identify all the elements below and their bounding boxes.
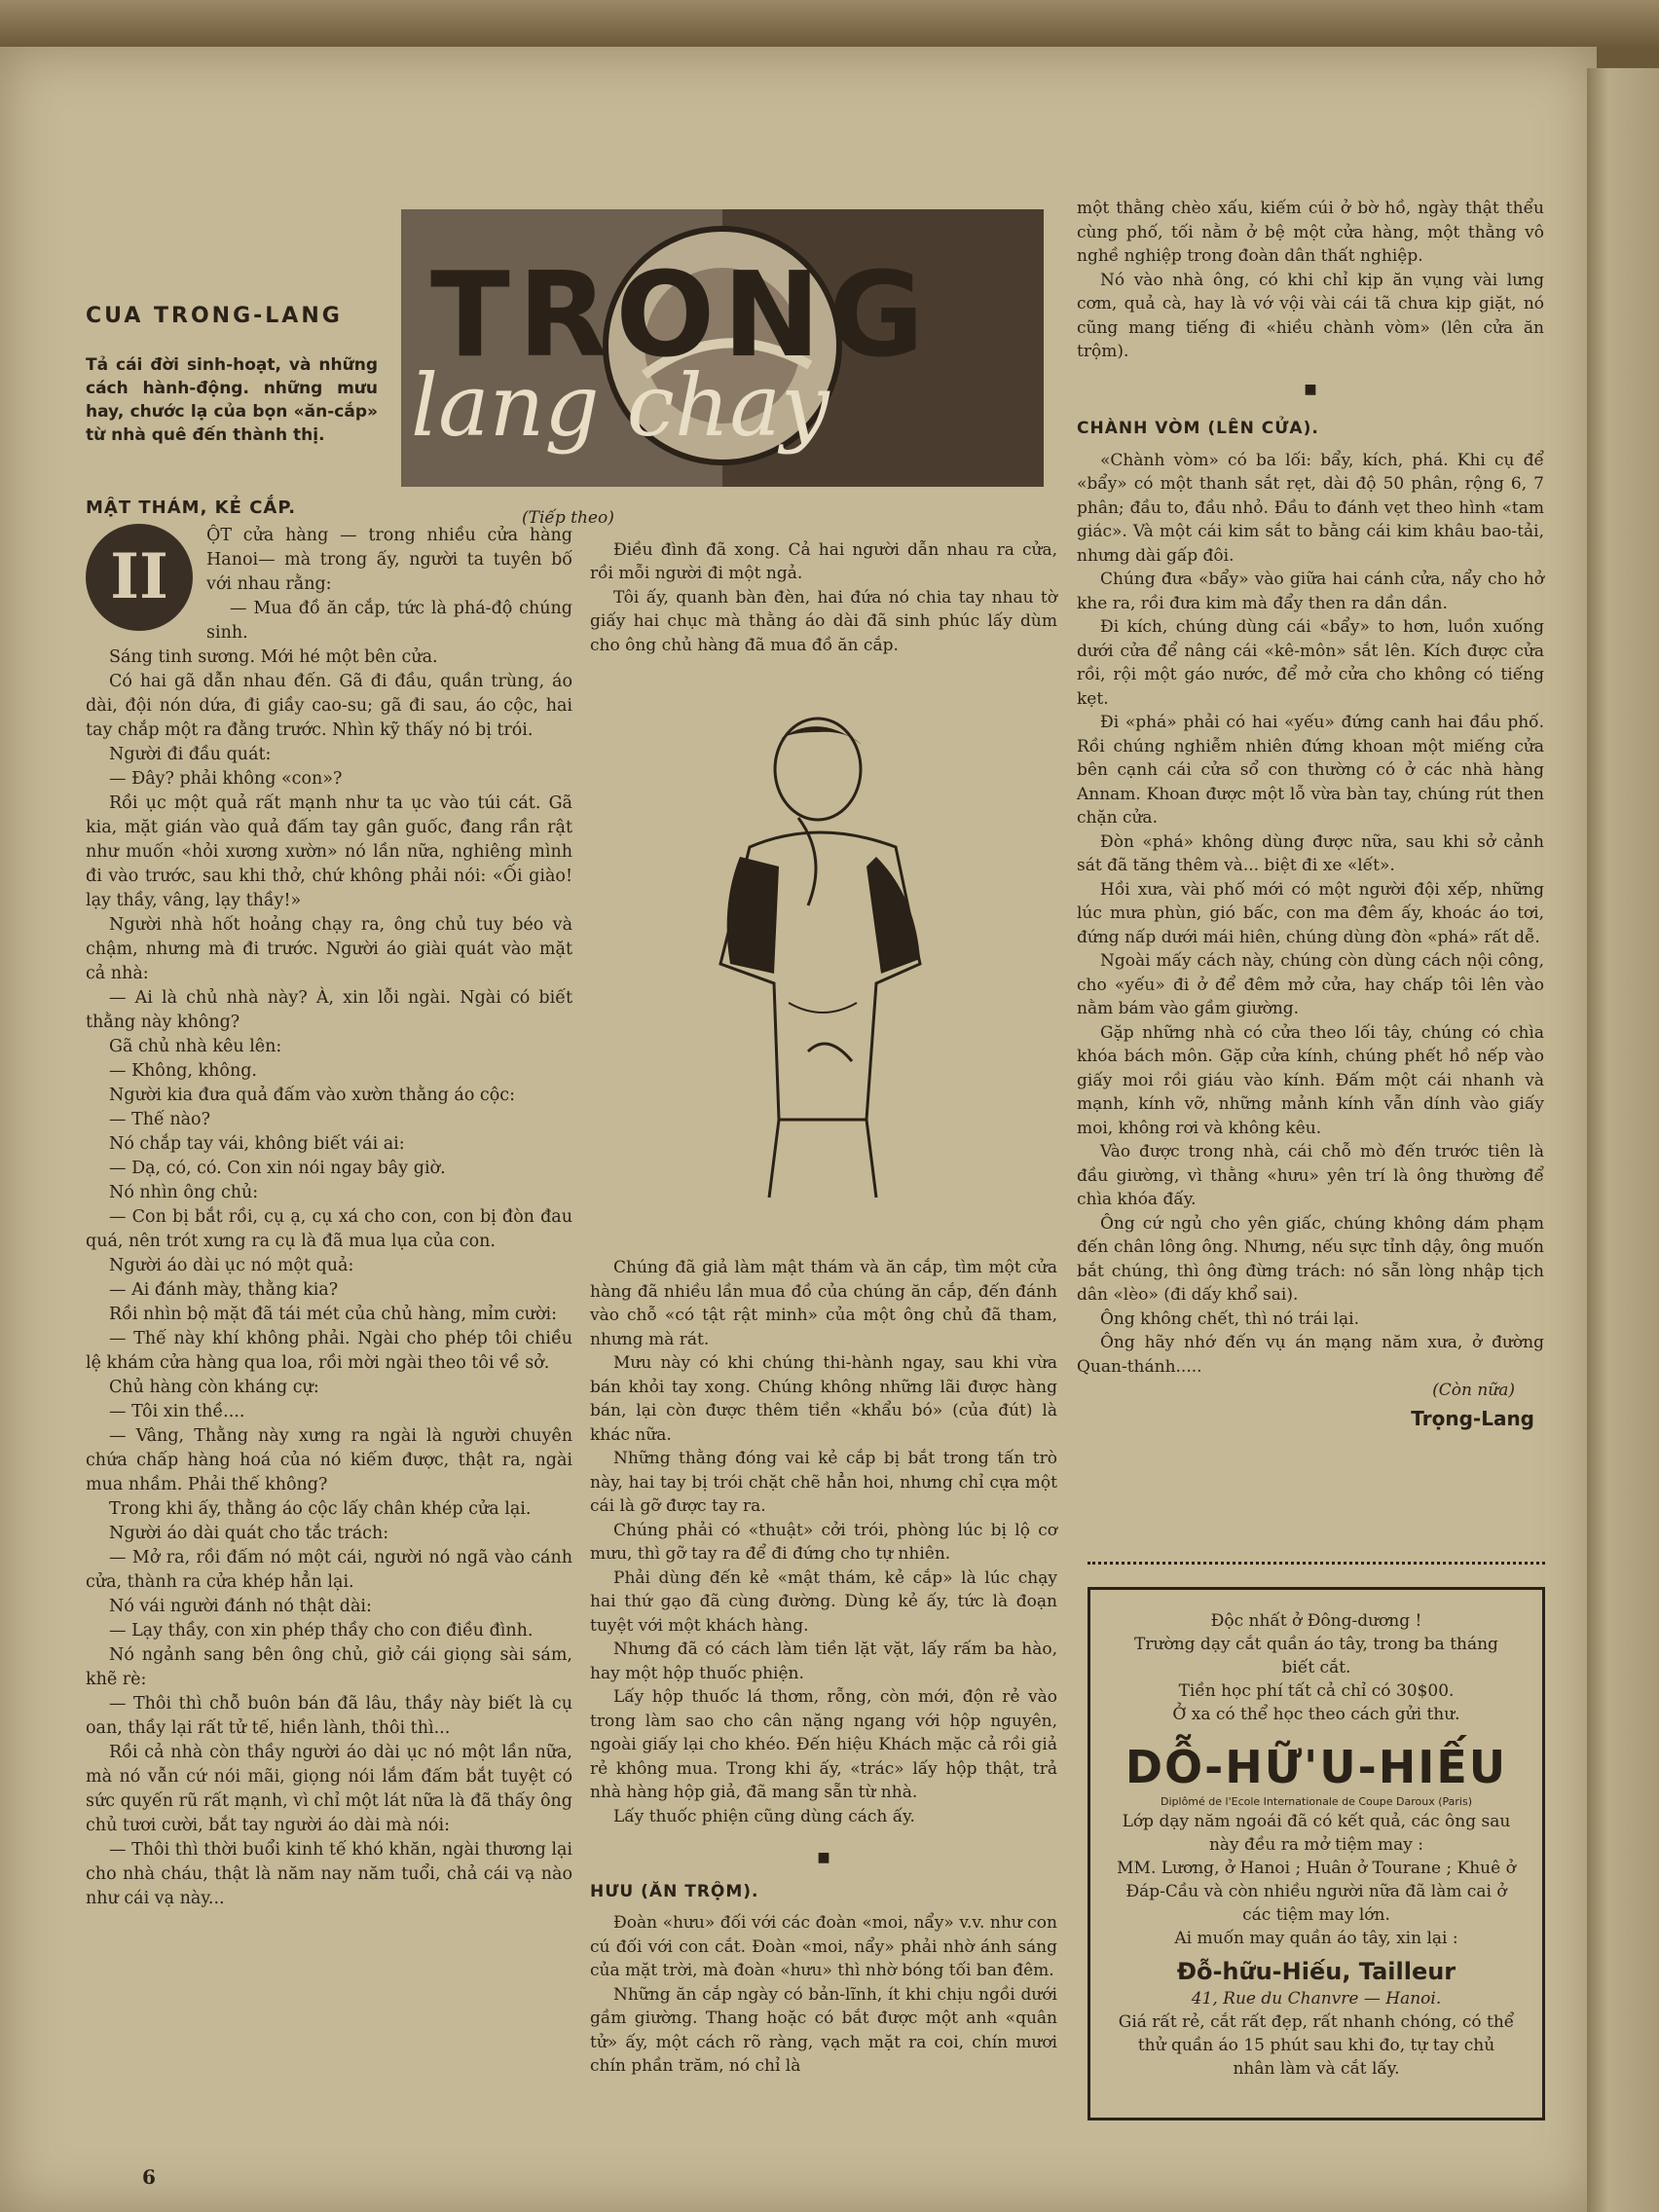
column-3 bbox=[1077, 197, 1544, 1430]
paragraph: Ông hãy nhớ đến vụ án mạng năm xưa, ở đường Quan-thánh..... bbox=[1077, 1333, 1544, 1377]
section-divider-icon: ■ bbox=[817, 1850, 830, 1865]
paragraph: Gã chủ nhà kêu lên: bbox=[109, 1037, 282, 1056]
article-title: CUA TRONG-LANG bbox=[86, 304, 343, 328]
paragraph: Chúng đưa «bẩy» vào giữa hai cánh cửa, nẩy cho hở khe ra, rồi đưa kim mà đẩy then ra dần dần. bbox=[1077, 570, 1544, 613]
paragraph: Nó chắp tay vái, không biết vái ai: bbox=[109, 1134, 405, 1154]
paragraph: — Lạy thầy, con xin phép thầy cho con điều đình. bbox=[109, 1621, 534, 1641]
paragraph: Sáng tinh sương. Mới hé một bên cửa. bbox=[109, 647, 438, 667]
paragraph: Nó nhìn ông chủ: bbox=[109, 1183, 259, 1202]
paragraph: — Đây? phải không «con»? bbox=[109, 769, 343, 789]
paragraph: Người áo dài quát cho tắc trách: bbox=[109, 1524, 389, 1543]
banner-word-trong: TRONG bbox=[430, 248, 933, 384]
ad-line: Trường dạy cắt quần áo tây, trong ba tháng biết cắt. bbox=[1134, 1635, 1498, 1677]
paragraph: Đi kích, chúng dùng cái «bẩy» to hơn, luồn xuống dưới cửa để nâng cái «kê-môn» sắt lên. Kích được cửa rồi, rội một gáo nước, để mở cửa cho không có tiếng kẹt. bbox=[1077, 617, 1544, 709]
paragraph: Điều đình đã xong. Cả hai người dẫn nhau ra cửa, rồi mỗi người đi một ngả. bbox=[590, 539, 1057, 583]
paragraph: Những thằng đóng vai kẻ cắp bị bắt trong tấn trò này, hai tay bị trói chặt chẽ hẳn hoi, nhưng chỉ cựa một cái là gỡ được tay ra. bbox=[590, 1449, 1057, 1516]
paragraph: Trong khi ấy, thằng áo cộc lấy chân khép cửa lại. bbox=[109, 1499, 532, 1519]
tailor-advertisement bbox=[1088, 1587, 1545, 2120]
ad-address: 41, Rue du Chanvre — Hanoi. bbox=[1191, 1989, 1442, 2009]
paragraph: Hồi xưa, vài phố mới có một người đội xếp, những lúc mưa phùn, gió bấc, con ma đêm ấy, khoác áo tơi, đứng nấp dưới mái hiên, chúng dùng đòn «phá» rất dễ. bbox=[1077, 879, 1544, 947]
column-1 bbox=[86, 304, 572, 1911]
paragraph: — Ai là chủ nhà này? À, xin lỗi ngài. Ngài có biết thằng này không? bbox=[86, 988, 572, 1032]
paragraph: Nó vái người đánh nó thật dài: bbox=[109, 1597, 372, 1616]
ad-line: Ai muốn may quần áo tây, xin lại : bbox=[1174, 1929, 1458, 1948]
paragraph: Ông cứ ngủ cho yên giấc, chúng không dám phạm đến chân lông ông. Nhưng, nếu sực tỉnh dậy, ông muốn bắt chúng, thì ông đừng trách: nó sẵn lòng nhập tịch dân «lèo» (đi dấy khổ sai). bbox=[1077, 1213, 1544, 1305]
paragraph: — Thế này khí không phải. Ngài cho phép tôi chiều lệ khám cửa hàng qua loa, rồi mời ngài theo tôi về sở. bbox=[86, 1329, 572, 1373]
ad-line: Độc nhất ở Đông-dương ! bbox=[1210, 1611, 1422, 1631]
advert-separator bbox=[1088, 1562, 1545, 1568]
ad-tailor-name: Đỗ-hữu-Hiếu, Tailleur bbox=[1176, 1958, 1456, 1985]
paragraph: — Không, không. bbox=[109, 1061, 257, 1081]
paragraph: Rồi cả nhà còn thầy người áo dài ục nó một lần nữa, mà nó vẫn cứ nói mãi, giọng nói lắm đấm bắt tuyệt có sức quyến rũ rất mạnh, vì chỉ một lát nữa là đã thấy ông chủ tươi cười, bắt tay người áo dài mà nói: bbox=[86, 1743, 572, 1835]
column-2-lower bbox=[590, 1256, 1057, 2079]
paragraph: Lấy thuốc phiện cũng dùng cách ấy. bbox=[613, 1806, 915, 1826]
paragraph: — Con bị bắt rồi, cụ ạ, cụ xá cho con, con bị đòn đau quá, nên trót xưng ra cụ là đã mua lụa của con. bbox=[86, 1207, 572, 1251]
paragraph: — Thế nào? bbox=[109, 1110, 210, 1129]
ad-line: Ở xa có thể học theo cách gửi thư. bbox=[1172, 1705, 1460, 1724]
ad-line: MM. Lương, ở Hanoi ; Huân ở Tourane ; Khuê ở Đáp-Cầu và còn nhiều người nữa đã làm cai ở các tiệm may lớn. bbox=[1117, 1859, 1516, 1925]
paragraph: Đòn «phá» không dùng được nữa, sau khi sở cảnh sát đã tăng thêm và... biệt đi xe «lết». bbox=[1077, 831, 1544, 875]
section-body bbox=[86, 524, 572, 1911]
section-heading-mat-tham: MẬT THÁM, KẺ CẮP. bbox=[86, 498, 297, 518]
paragraph: Những ăn cắp ngày có bản-lĩnh, ít khi chịu ngồi dưới gầm giường. Thang hoặc có bắt được một anh «quân tử» ấy, một cách rõ ràng, vạch mặt ra coi, chín mươi chín phần trăm, nó chỉ là bbox=[590, 1984, 1057, 2076]
paragraph: Ông không chết, thì nó trái lại. bbox=[1100, 1309, 1360, 1329]
paragraph: Rồi nhìn bộ mặt đã tái mét của chủ hàng, mỉm cười: bbox=[109, 1305, 558, 1324]
paragraph: Có hai gã dẫn nhau đến. Gã đi đầu, quần trùng, áo dài, đội nón dứa, đi giầy cao-su; gã đi sau, áo cộc, hai tay chắp một ra đằng trước. Nhìn kỹ thấy nó bị trói. bbox=[86, 672, 572, 740]
ad-line: Lớp dạy năm ngoái đã có kết quả, các ông sau này đều ra mở tiệm may : bbox=[1122, 1812, 1511, 1855]
section-divider-icon: ■ bbox=[1304, 381, 1317, 397]
column-2 bbox=[522, 506, 1057, 657]
paragraph: Lấy hộp thuốc lá thơm, rỗng, còn mới, độn rẻ vào trong làm sao cho cân nặng ngang với hộp nguyên, ngoài giấy lại cho khéo. Đến hiệu Khách mặc cả rồi giả rẻ không mua. Trong khi ấy, «trác» lấy hộp thật, trả nhà hàng hộp giả, đã mang sẵn từ nhà. bbox=[590, 1687, 1057, 1802]
paragraph: Mưu này có khi chúng thi-hành ngay, sau khi vừa bán khỏi tay xong. Chúng không những lãi được hàng bán, lại còn được thêm tiền «khẩu bó» (của đút) là khác nữa. bbox=[590, 1353, 1057, 1445]
paragraph: — Thôi thì thời buổi kinh tế khó khăn, ngài thương lại cho nhà cháu, thật là năm nay năm tuổi, chả cái vạ nào như cái vạ này... bbox=[86, 1840, 572, 1908]
paragraph: Gặp những nhà có cửa theo lối tây, chúng có chìa khóa bách môn. Gặp cửa kính, chúng phết hồ nếp vào giấy moi rồi giáu vào kính. Đấm một cái nhanh và mạnh, kính vỡ, những mảnh kính vẫn dính vào giấy moi, không rơi và không kêu. bbox=[1077, 1022, 1544, 1138]
paragraph: — Tôi xin thề.... bbox=[109, 1402, 245, 1421]
continued-note: (Tiếp theo) bbox=[522, 508, 614, 528]
paragraph: ỘT cửa hàng — trong nhiều cửa hàng Hanoi— mà trong ấy, người ta tuyên bố với nhau rằng: bbox=[206, 526, 572, 594]
page-number: 6 bbox=[142, 2165, 156, 2189]
ad-diploma: Diplômé de l'Ecole Internationale de Coupe Daroux (Paris) bbox=[1161, 1795, 1472, 1808]
paragraph: một thằng chèo xấu, kiếm cúi ở bờ hồ, ngày thật thểu cùng phố, tối nằm ở bệ một cửa hàng, một thằng vô nghề nghiệp trong đoàn dân thất nghiệp. bbox=[1077, 199, 1544, 266]
dropcap-roman-two-icon: II bbox=[86, 524, 193, 631]
to-be-continued: (Còn nữa) bbox=[1432, 1381, 1515, 1400]
paragraph: Chủ hàng còn kháng cự: bbox=[109, 1378, 319, 1397]
paragraph: Nó ngảnh sang bên ông chủ, giở cái giọng sài sám, khẽ rè: bbox=[86, 1645, 572, 1689]
paragraph: — Mở ra, rồi đấm nó một cái, người nó ngã vào cánh cửa, thành ra cửa khép hẳn lại. bbox=[86, 1548, 572, 1592]
paragraph: «Chành vòm» có ba lối: bẩy, kích, phá. Khi cụ để «bẩy» có một thanh sắt rẹt, dài độ 50 phân, rộng 6, 7 phân; đầu to, đầu nhỏ. Đầu to đánh vẹt theo hình «tam giác». Và một cái kim sắt to bằng cái kim khâu bao-tải, nhưng dài gấp đôi. bbox=[1077, 450, 1544, 566]
paragraph: Người áo dài ục nó một quả: bbox=[109, 1256, 354, 1275]
paragraph: Vào được trong nhà, cái chỗ mò đến trước tiên là đầu giường, vì thằng «hưu» yên trí là ông thường để chìa khóa đấy. bbox=[1077, 1142, 1544, 1209]
paragraph: Chúng đã giả làm mật thám và ăn cắp, tìm một cửa hàng đã nhiều lần mua đồ của chúng ăn cắp, đến đánh vào chỗ «có tật rật minh» của một ông chủ đã tham, nhưng mà rát. bbox=[590, 1258, 1057, 1349]
banner-word-lang-chay: lang chay bbox=[411, 355, 830, 456]
page-top-edge bbox=[0, 0, 1659, 49]
paragraph: — Vâng, Thằng này xưng ra ngài là người chuyên chứa chấp hàng hoá của nó kiếm được, thật ra, ngài mua nhầm. Phải thế không? bbox=[86, 1426, 572, 1494]
paragraph: Rồi ục một quả rất mạnh như ta ục vào túi cát. Gã kia, mặt gián vào quả đấm tay gân guốc, đang rần rật như muốn «hỏi xương xườn» nó lần nữa, nghiêng mình đi vào trước, sau khi thở, chứ không phải nói: «Ối giào! lạy thầy, vâng, lạy thầy!» bbox=[86, 793, 572, 910]
paragraph: Người đi đầu quát: bbox=[109, 745, 272, 764]
ad-brand-name: DỖ-HỮ'U-HIẾU bbox=[1124, 1741, 1508, 1793]
paragraph: Phải dùng đến kẻ «mật thám, kẻ cắp» là lúc chạy hai thứ gạo đã cùng đường. Dùng kẻ ấy, tức là đoạn tuyệt với một khách hàng. bbox=[590, 1567, 1057, 1636]
paragraph: Người kia đưa quả đấm vào xườn thằng áo cộc: bbox=[109, 1086, 515, 1105]
paragraph: Đi «phá» phải có hai «yếu» đứng canh hai đầu phố. Rồi chúng nghiễm nhiên đứng khoan một miếng cửa bên cạnh cái cửa sổ con thường có ở các nhà hàng Annam. Khoan được một lỗ vừa bàn tay, chúng rút then chặn cửa. bbox=[1077, 713, 1544, 828]
ad-line: Tiền học phí tất cả chỉ có 30$00. bbox=[1178, 1681, 1455, 1701]
paragraph: Tôi ấy, quanh bàn đèn, hai đứa nó chia tay nhau tờ giấy hai chục mà thằng áo dài đã sinh phúc lấy dùm cho ông chủ hàng đã mua đồ ăn cắp. bbox=[590, 587, 1057, 655]
illustration-thief-figure bbox=[682, 711, 974, 1207]
page-gutter bbox=[1587, 68, 1659, 2212]
paragraph: Người nhà hốt hoảng chạy ra, ông chủ tuy béo và chậm, nhưng mà đi trước. Người áo giài quát vào mặt cả nhà: bbox=[86, 915, 572, 983]
paragraph: Chúng phải có «thuật» cởi trói, phòng lúc bị lộ cơ mưu, thì gỡ tay ra để đi đứng cho tự nhiên. bbox=[590, 1520, 1057, 1564]
paragraph: — Thôi thì chỗ buôn bán đã lâu, thầy này biết là cụ oan, thầy lại rất tử tế, hiền lành, thôi thì... bbox=[86, 1694, 572, 1738]
ad-line: Giá rất rẻ, cắt rất đẹp, rất nhanh chóng, có thể thử quần áo 15 phút sau khi đo, tự tay chủ nhân làm và cắt lấy. bbox=[1118, 2012, 1515, 2079]
paragraph: Đoàn «hưu» đối với các đoàn «moi, nẩy» v.v. như con cú đối với con cắt. Đoàn «moi, nẩy» phải nhờ ánh sáng của mặt trời, mà đoàn «hưu» thì nhờ bóng tối ban đêm. bbox=[590, 1913, 1057, 1980]
paragraph: Nó vào nhà ông, có khi chỉ kịp ăn vụng vài lưng cơm, quả cà, hay là vớ vội vài cái tã chưa kịp giặt, nó cũng mang tiếng đi «hiều chành vòm» (lên cửa ăn trộm). bbox=[1077, 270, 1544, 361]
section-heading-chanh-vom: CHÀNH VÒM (LÊN CỬA). bbox=[1077, 419, 1319, 438]
article-lead: Tả cái đời sinh-hoạt, và những cách hành-động. những mưu hay, chước lạ của bọn «ăn-cắp» từ nhà quê đến thành thị. bbox=[86, 355, 378, 445]
paragraph: Nhưng đã có cách làm tiền lặt vặt, lấy rấm ba hào, hay một hộp thuốc phiện. bbox=[590, 1640, 1057, 1683]
section-heading-huu: HƯU (ĂN TRỘM). bbox=[590, 1881, 759, 1901]
paragraph: — Ai đánh mày, thằng kia? bbox=[109, 1280, 339, 1300]
author-signature: Trọng-Lang bbox=[1411, 1406, 1534, 1430]
paragraph: Ngoài mấy cách này, chúng còn dùng cách nội công, cho «yếu» đi ở để đêm mở cửa, hay chấp tôi lên vào nằm bám vào gầm giường. bbox=[1077, 951, 1544, 1018]
paragraph: — Mua đồ ăn cắp, tức là phá-độ chúng sinh. bbox=[206, 599, 572, 643]
paragraph: — Dạ, có, có. Con xin nói ngay bây giờ. bbox=[109, 1159, 446, 1178]
